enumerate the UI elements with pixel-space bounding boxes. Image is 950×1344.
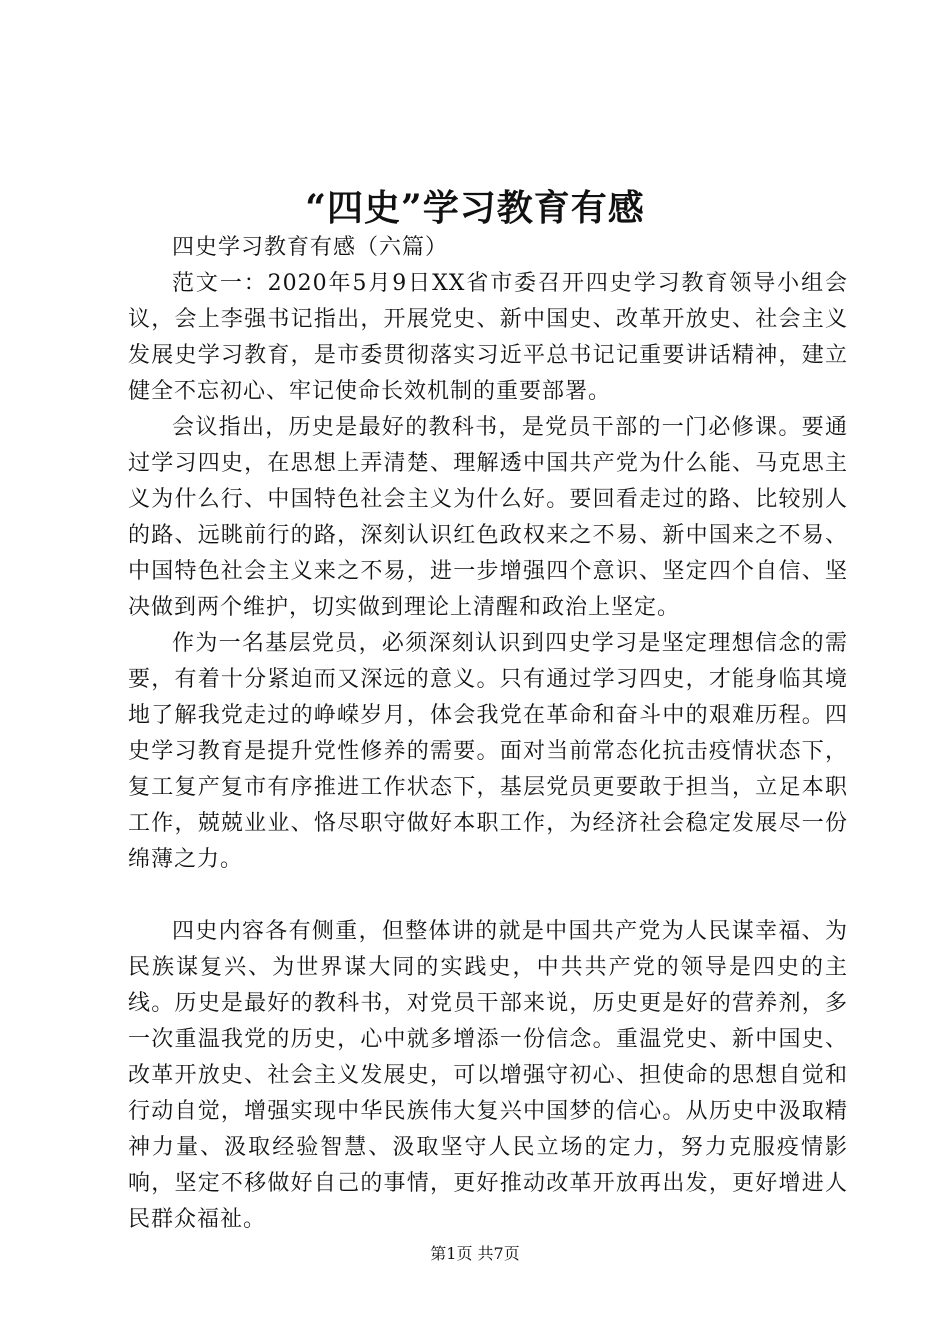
paragraph: 会议指出，历史是最好的教科书，是党员干部的一门必修课。要通过学习四史，在思想上弄清楚、理解透中国共产党为什么能、马克思主义为什么行、中国特色社会主义为什么好。要回看走过的路、比较别人的路、远眺前行的路，深刻认识红色政权来之不易、新中国来之不易、中国特色社会主义来之不易，进一步增强四个意识、坚定四个自信、坚决做到两个维护，切实做到理论上清醒和政治上坚定。 xyxy=(128,415,848,620)
document-body xyxy=(128,230,848,1238)
paragraph: 作为一名基层党员，必须深刻认识到四史学习是坚定理想信念的需要，有着十分紧迫而又深远的意义。只有通过学习四史，才能身临其境地了解我党走过的峥嵘岁月，体会我党在革命和奋斗中的艰难历程。四史学习教育是提升党性修养的需要。面对当前常态化抗击疫情状态下，复工复产复市有序推进工作状态下，基层党员更要敢于担当，立足本职工作，兢兢业业、恪尽职守做好本职工作，为经济社会稳定发展尽一份绵薄之力。 xyxy=(128,631,848,872)
page-number: 第1页 共7页 xyxy=(430,1244,520,1263)
paragraph: 范文一：2020年5月9日XX省市委召开四史学习教育领导小组会议，会上李强书记指出，开展党史、新中国史、改革开放史、社会主义发展史学习教育，是市委贯彻落实习近平总书记记重要讲话精神，建立健全不忘初心、牢记使命长效机制的重要部署。 xyxy=(128,271,848,404)
document-title: “四史”学习教育有感 xyxy=(305,187,645,229)
paragraph: 四史内容各有侧重，但整体讲的就是中国共产党为人民谋幸福、为民族谋复兴、为世界谋大同的实践史，中共共产党的领导是四史的主线。历史是最好的教科书，对党员干部来说，历史更是好的营养剂，多一次重温我党的历史，心中就多增添一份信念。重温党史、新中国史、改革开放史、社会主义发展史，可以增强守初心、担使命的思想自觉和行动自觉，增强实现中华民族伟大复兴中国梦的信心。从历史中汲取精神力量、汲取经验智慧、汲取坚守人民立场的定力，努力克服疫情影响，坚定不移做好自己的事情，更好推动改革开放再出发，更好增进人民群众福祉。 xyxy=(128,919,848,1232)
paragraph-subtitle: 四史学习教育有感（六篇） xyxy=(172,235,449,260)
